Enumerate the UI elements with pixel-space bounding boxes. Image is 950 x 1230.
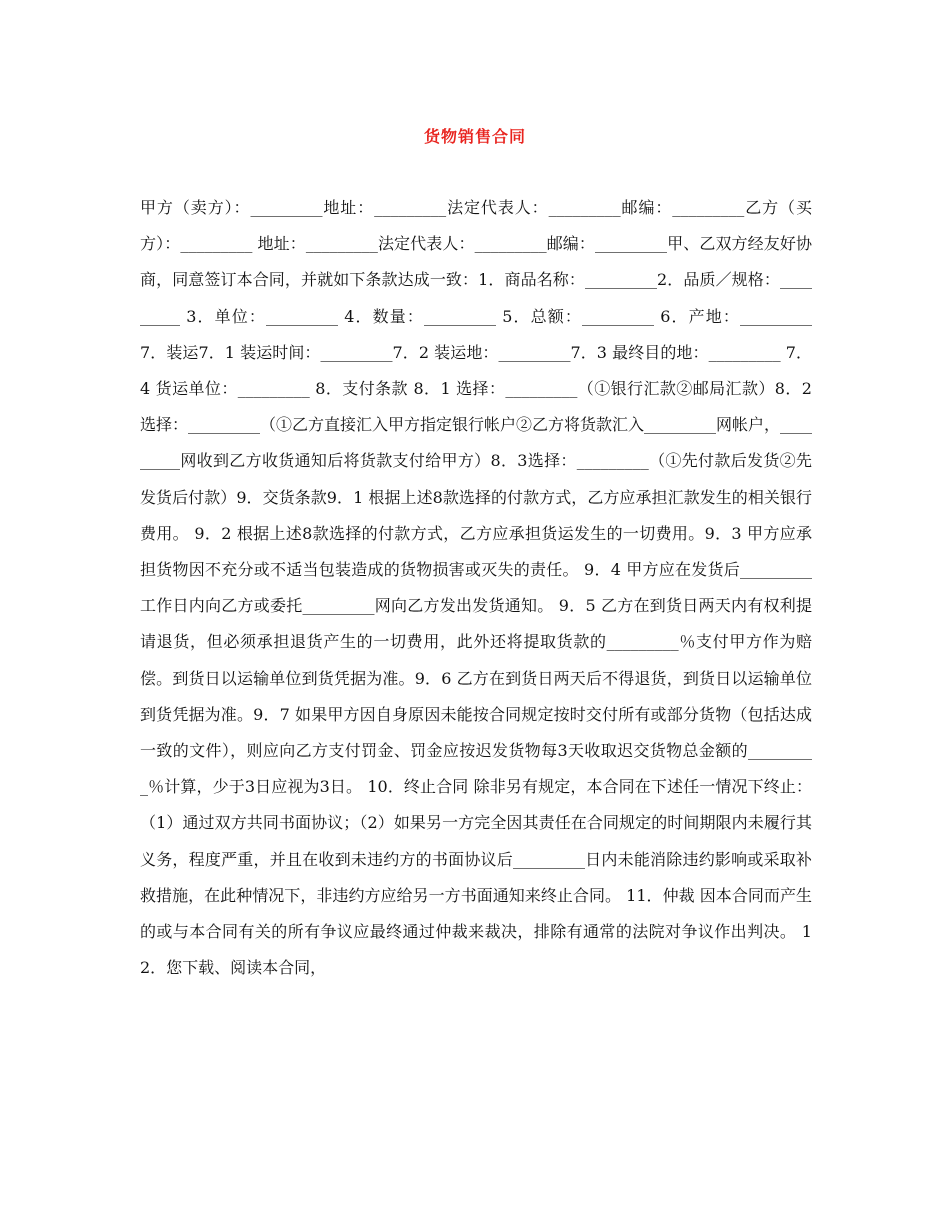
document-title: 货物销售合同 (423, 127, 526, 146)
contract-body: 甲方（卖方）：_________地址：_________法定代表人：_________邮编：_________乙方（买方）：_________ 地址：_________法定代表人：_________邮编：_________甲、乙双方经友好协商，同意签订本合同，并就如下条款达成一致：1．商品名称：_________2．品质／规格：_________ 3．单位：_________ 4．数量：_________ 5．总额：_________ 6．产地：_________ 7．装运7．1 装运时间：_________7．2 装运地：_________7．3 最终目的地：_________ 7．4 货运单位：_________ 8．支付条款 8．1 选择：_________（①银行汇款②邮局汇款）8．2 选择：_________（①乙方直接汇入甲方指定银行帐户②乙方将货款汇入_________网帐户，_________网收到乙方收货通知后将货款支付给甲方）8．3选择：_________（①先付款后发货②先发货后付款）9．交货条款9．1 根据上述8款选择的付款方式，乙方应承担汇款发生的相关银行费用。 9．2 根据上述8款选择的付款方式，乙方应承担货运发生的一切费用。9．3 甲方应承担货物因不充分或不适当包装造成的货物损害或灭失的责任。 9．4 甲方应在发货后_________工作日内向乙方或委托_________网向乙方发出发货通知。 9．5 乙方在到货日两天内有权利提请退货，但必须承担退货产生的一切费用，此外还将提取货款的_________％支付甲方作为赔偿。到货日以运输单位到货凭据为准。9．6 乙方在到货日两天后不得退货，到货日以运输单位到货凭据为准。9．7 如果甲方因自身原因未能按合同规定按时交付所有或部分货物（包括达成一致的文件），则应向乙方支付罚金、罚金应按迟发货物每3天收取迟交货物总金额的_________％计算，少于3日应视为3日。 10．终止合同 除非另有规定，本合同在下述任一情况下终止：（1）通过双方共同书面协议；（2）如果另一方完全因其责任在合同规定的时间期限内未履行其义务，程度严重，并且在收到未违约方的书面协议后_________日内未能消除违约影响或采取补救措施，在此种情况下，非违约方应给另一方书面通知来终止合同。 11．仲裁 因本合同而产生的或与本合同有关的所有争议应最终通过仲裁来裁决，排除有通常的法院对争议作出判决。 12．您下载、阅读本合同， (140, 198, 813, 978)
